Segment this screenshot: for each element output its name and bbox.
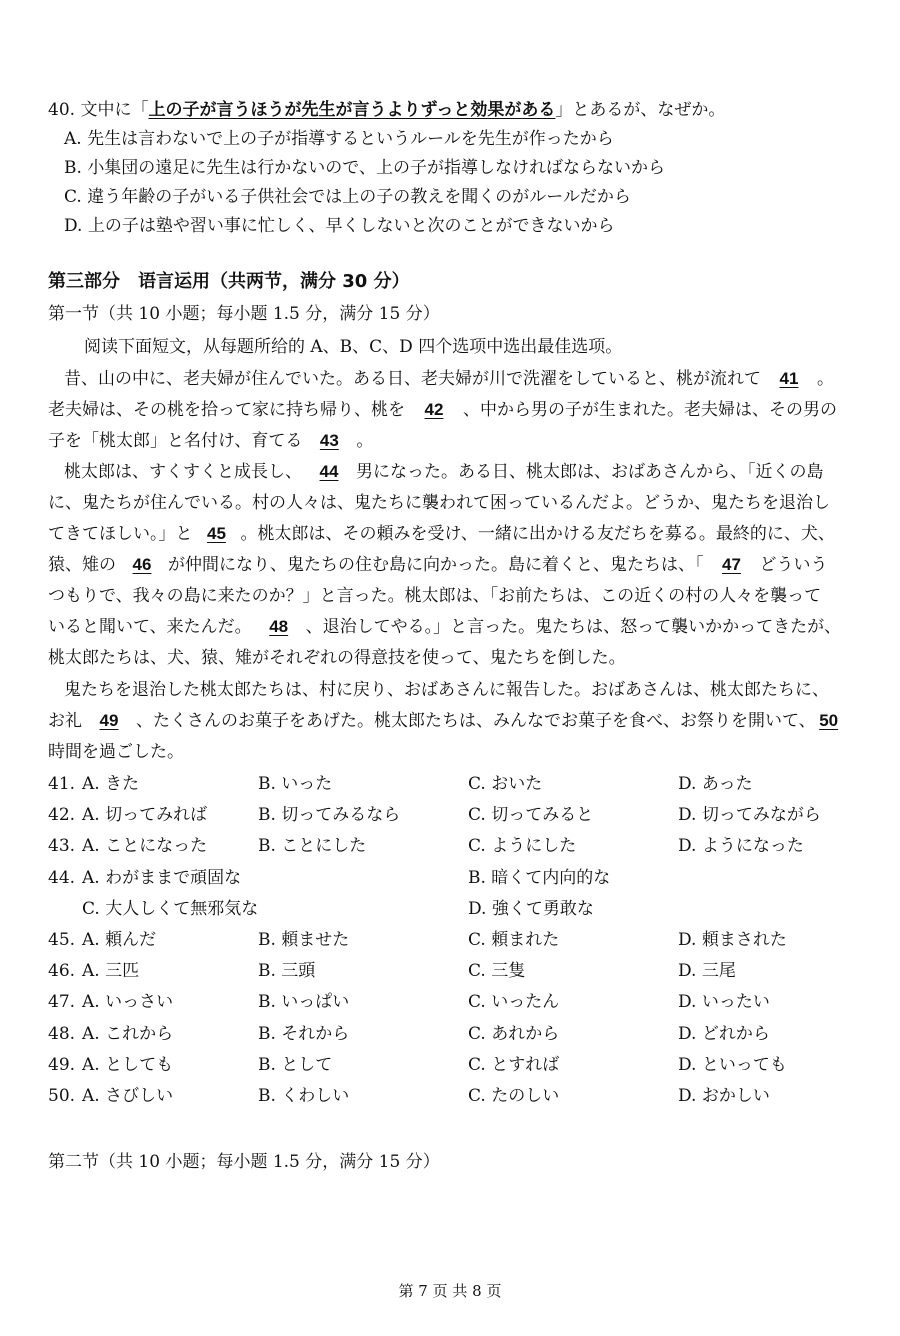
choice-a: A. いっさい (82, 992, 174, 1012)
choice-number: 41. (48, 774, 76, 794)
choice-number: 47. (48, 992, 76, 1012)
choice-row-47 (48, 990, 868, 1014)
instruction: 阅读下面短文，从每题所给的 A、B、C、D 四个选项中选出最佳选项。 (84, 337, 623, 357)
passage-text: 子を「桃太郎」と名付け、育てる (48, 431, 303, 451)
passage-text: いると聞いて、来たんだ。 (48, 617, 252, 637)
choice-b: B. 頼ませた (258, 930, 350, 950)
choice-number: 49. (48, 1055, 76, 1075)
choice-b: B. ことにした (258, 836, 367, 856)
blank-44: 44 (319, 462, 339, 481)
choice-b: B. 暗くて内向的な (468, 868, 611, 888)
passage-text: 、退治してやる。」と言った。鬼たちは、怒って襲いかかってきたが、 (305, 617, 842, 637)
passage-text: 昔、山の中に、老夫婦が住んでいた。ある日、老夫婦が川で洗濯をしていると、桃が流れて (64, 369, 761, 389)
blank-45: 45 (207, 524, 226, 543)
passage-text: 男になった。ある日、桃太郎は、おばあさんから、「近くの島 (356, 462, 824, 482)
choice-b: B. として (258, 1055, 333, 1075)
choice-row-48 (48, 1022, 868, 1046)
choice-number: 45. (48, 930, 76, 950)
part-title: 第三部分 语言运用（共两节，满分 30 分） (48, 271, 410, 292)
passage-text: 、たくさんのお菓子をあげた。桃太郎たちは、みんなでお菓子を食べ、お祭りを開いて、 (136, 711, 816, 731)
passage-text: どういう (759, 555, 828, 575)
option-label: A. (64, 129, 82, 149)
choice-a: A. わがままで頑固な (82, 868, 242, 888)
blank-48: 48 (269, 617, 289, 636)
choice-row-46 (48, 959, 868, 983)
choice-row-41 (48, 772, 868, 796)
choice-row-50 (48, 1084, 868, 1108)
choice-a: A. としても (82, 1055, 174, 1075)
blank-49: 49 (99, 711, 119, 730)
passage-line (48, 429, 373, 453)
choice-c: C. 三隻 (468, 961, 526, 981)
passage-line: 桃太郎たちは、犬、猿、雉がそれぞれの得意技を使って、鬼たちを倒した。 (48, 648, 626, 668)
choice-number: 50. (48, 1086, 76, 1106)
option-text: 小集団の遠足に先生は行かないので、上の子が指導しなければならないから (87, 158, 665, 178)
choice-d: D. おかしい (678, 1086, 770, 1106)
passage-text: 。 (356, 431, 374, 451)
passage-line: つもりで、我々の島に来たのか？」と言った。桃太郎は、「お前たちは、この近くの村の人々を襲って (48, 586, 822, 606)
choice-d: D. 頼まされた (678, 930, 787, 950)
choice-c: C. とすれば (468, 1055, 560, 1075)
choice-d: D. 強くて勇敢な (468, 899, 594, 919)
question-prefix: 文中に「 (80, 100, 149, 120)
q40-option-d (64, 214, 615, 238)
option-label: C. (64, 187, 82, 207)
question-40 (48, 98, 725, 122)
passage-line (64, 460, 824, 484)
blank-43: 43 (319, 431, 339, 450)
choice-c: C. あれから (468, 1024, 560, 1044)
choice-a: A. きた (82, 774, 140, 794)
choice-row-43 (48, 834, 868, 858)
choice-c: C. いったん (468, 992, 560, 1012)
choice-a: A. 三匹 (82, 961, 140, 981)
passage-line: 鬼たちを退治した桃太郎たちは、村に戻り、おばあさんに報告した。おばあさんは、桃太郎たちに、 (64, 680, 829, 700)
blank-50: 50 (819, 711, 839, 730)
passage-line (48, 615, 841, 639)
passage-line (64, 367, 834, 391)
option-label: B. (64, 158, 82, 178)
section-1-heading: 第一节（共 10 小题；每小题 1.5 分，满分 15 分） (48, 304, 440, 324)
passage-line: 時間を過ごした。 (48, 742, 184, 762)
choice-a: A. さびしい (82, 1086, 174, 1106)
choice-b: B. 三頭 (258, 961, 316, 981)
q40-option-b (64, 156, 665, 180)
blank-41: 41 (779, 369, 799, 388)
choice-c: C. たのしい (468, 1086, 560, 1106)
blank-42: 42 (424, 400, 444, 419)
passage-text: 。桃太郎は、その頼みを受け、一緒に出かける友だちを募る。最終的に、犬、 (240, 524, 835, 544)
blank-46: 46 (132, 555, 152, 574)
choice-number: 44. (48, 868, 76, 888)
choice-c: C. 頼まれた (468, 930, 560, 950)
choice-a: A. ことになった (82, 836, 208, 856)
passage-line: に、鬼たちが住んでいる。村の人々は、鬼たちに襲われて困っているんだよ。どうか、鬼たちを退治し (48, 493, 830, 513)
passage-line (48, 553, 828, 577)
passage-text: 、中から男の子が生まれた。老夫婦は、その男の (463, 400, 837, 420)
choice-d: D. どれから (678, 1024, 770, 1044)
choice-row-44-cont (48, 897, 868, 921)
choice-c: C. ようにした (468, 836, 577, 856)
choice-d: D. といっても (678, 1055, 787, 1075)
option-text: 上の子は塾や習い事に忙しく、早くしないと次のことができないから (87, 216, 615, 236)
passage-text: 。 (817, 369, 834, 389)
choice-b: B. くわしい (258, 1086, 350, 1106)
page-footer: 第 7 页 共 8 页 (398, 1282, 502, 1300)
choice-number: 43. (48, 836, 76, 856)
option-text: 違う年齢の子がいる子供社会では上の子の教えを聞くのがルールだから (87, 187, 631, 207)
choice-number: 48. (48, 1024, 76, 1044)
choice-c: C. 大人しくて無邪気な (82, 899, 259, 919)
section-2-heading: 第二节（共 10 小题；每小题 1.5 分，满分 15 分） (48, 1152, 440, 1172)
passage-text: 桃太郎は、すくすくと成長し、 (64, 462, 302, 482)
question-number: 40. (48, 100, 76, 120)
choice-row-44 (48, 866, 868, 890)
q40-option-a (64, 127, 614, 151)
passage-line (48, 398, 837, 422)
option-text: 先生は言わないで上の子が指導するというルールを先生が作ったから (87, 129, 614, 149)
choice-number: 46. (48, 961, 76, 981)
passage-line (48, 709, 842, 733)
passage-text: お礼 (48, 711, 82, 731)
choice-d: D. ようになった (678, 836, 804, 856)
choice-row-42 (48, 803, 868, 827)
choice-d: D. あった (678, 774, 753, 794)
choice-c: C. 切ってみると (468, 805, 594, 825)
choice-b: B. いった (258, 774, 333, 794)
quoted-phrase: 上の子が言うほうが先生が言うよりずっと効果がある (148, 100, 556, 120)
choice-a: A. 切ってみれば (82, 805, 208, 825)
choice-number: 42. (48, 805, 76, 825)
choice-b: B. それから (258, 1024, 350, 1044)
blank-47: 47 (722, 555, 741, 574)
passage-text: 猿、雉の (48, 555, 116, 575)
q40-option-c (64, 185, 631, 209)
choice-d: D. 三尾 (678, 961, 736, 981)
choice-a: A. これから (82, 1024, 174, 1044)
choice-c: C. おいた (468, 774, 543, 794)
passage-text: 老夫婦は、その桃を拾って家に持ち帰り、桃を (48, 400, 405, 420)
question-suffix: 」とあるが、なぜか。 (555, 100, 726, 120)
passage-line (48, 522, 835, 546)
choice-a: A. 頼んだ (82, 930, 157, 950)
choice-b: B. いっぱい (258, 992, 350, 1012)
passage-text: が仲間になり、鬼たちの住む島に向かった。島に着くと、鬼たちは、「 (168, 555, 704, 575)
choice-row-45 (48, 928, 868, 952)
choice-d: D. 切ってみながら (678, 805, 821, 825)
option-label: D. (64, 216, 83, 236)
choice-d: D. いったい (678, 992, 770, 1012)
choice-b: B. 切ってみるなら (258, 805, 401, 825)
choice-row-49 (48, 1053, 868, 1077)
passage-text: てきてほしい。」と (48, 524, 193, 544)
